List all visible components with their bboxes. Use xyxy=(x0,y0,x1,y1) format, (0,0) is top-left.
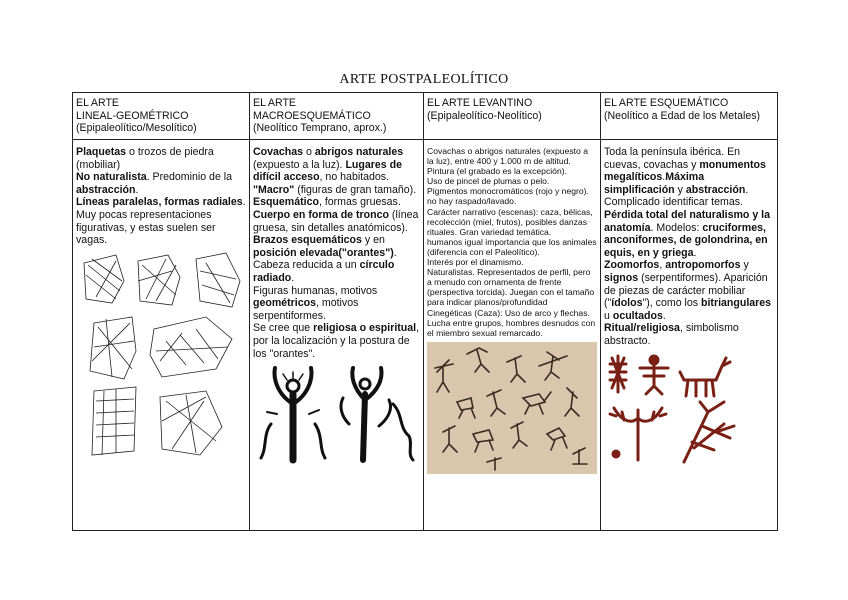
cell-text xyxy=(604,146,774,348)
text-segment: Covachas o abrigos naturales (expuesto a la luz), entre 400 y 1.000 m de altitud. xyxy=(427,146,588,167)
text-segment: Plaquetas xyxy=(76,146,127,158)
text-segment: o trozos de piedra (mobiliar) xyxy=(76,146,214,171)
text-segment: . xyxy=(693,246,697,259)
cell-text xyxy=(427,146,597,338)
cell-macroesquematico xyxy=(250,140,424,531)
text-segment: Naturalistas. Representados de perfil, pero a menudo con ornamenta de frente (perspectiva torcida). Juegan con el tamaño para indicar planos/profundidad xyxy=(427,267,595,308)
header-period: (Epipaleolítico-Neolítico) xyxy=(427,109,542,122)
text-segment: Máxima simplificación xyxy=(604,171,705,196)
text-segment: monumentos megalíticos xyxy=(604,158,766,184)
text-segment: bitriangulares xyxy=(701,297,772,310)
text-segment: Zoomorfos xyxy=(604,259,660,272)
text-segment: , por la localización y la postura de los "orantes". xyxy=(253,322,420,360)
text-segment: . xyxy=(135,183,139,196)
text-segment: , xyxy=(659,259,666,272)
header-macroesquematico xyxy=(250,93,424,140)
text-segment: o xyxy=(303,146,315,158)
text-segment: Covachas xyxy=(253,146,304,158)
text-segment: Interés por el dinamismo. xyxy=(427,257,524,268)
header-period: (Neolítico a Edad de los Metales) xyxy=(604,109,761,122)
text-segment: (figuras de gran tamaño). xyxy=(294,183,417,196)
text-segment: Esquemático xyxy=(253,196,319,209)
text-segment: geométricos xyxy=(253,297,316,310)
text-segment: abstracción xyxy=(685,183,746,196)
header-line: EL ARTE xyxy=(76,97,119,109)
schematic-symbols-image xyxy=(604,352,774,464)
text-segment: y xyxy=(740,259,749,272)
header-line: EL ARTE xyxy=(253,97,296,109)
header-esquematico xyxy=(601,93,778,140)
text-segment: religiosa o espiritual xyxy=(313,322,417,335)
header-line: MACROESQUEMÁTICO xyxy=(253,109,371,122)
text-segment: Cinegéticas (Caza): Uso de arco y flechas. Lucha entre grupos, hombres desnudos con el miembro sexual remarcado. xyxy=(427,307,596,338)
text-segment: . xyxy=(662,309,666,322)
text-segment: Carácter narrativo (escenas): caza, bélicas, recolección (miel, frutos), posibles danzas rituales. Gran variedad temática. xyxy=(427,206,593,237)
header-lineal-geometrico xyxy=(73,93,250,140)
text-segment: . Modelos: xyxy=(650,221,703,234)
text-segment: . xyxy=(662,171,666,184)
header-period: (Epipaleolítico/Mesolítico) xyxy=(76,122,197,135)
header-line: EL ARTE LEVANTINO xyxy=(427,97,533,109)
text-segment: . Predominio de la xyxy=(146,171,233,184)
header-line: EL ARTE ESQUEMÁTICO xyxy=(604,97,729,109)
cell-levantino xyxy=(424,140,601,531)
text-segment: signos xyxy=(604,271,639,284)
text-segment: (línea gruesa, sin detalles anatómicos). xyxy=(253,208,419,234)
text-segment: (serpentiformes). Aparición de piezas de carácter mobiliar (" xyxy=(604,271,768,310)
text-segment: Uso de pincel de plumas o pelo. xyxy=(427,176,550,187)
text-segment: Figuras humanas, motivos xyxy=(253,284,378,297)
text-segment: , simbolismo abstracto. xyxy=(604,322,739,347)
text-segment: cruciformes, anconiformes, de golondrina, en equis, en y griega xyxy=(604,221,768,259)
text-segment: "Macro" xyxy=(253,183,295,196)
text-segment: Lugares de difícil acceso xyxy=(253,158,402,184)
text-segment: Brazos esquemáticos xyxy=(253,234,362,247)
text-segment: círculo radiado xyxy=(253,259,395,284)
text-segment: , formas gruesas. xyxy=(318,196,401,209)
text-segment: antropomorfos xyxy=(665,259,741,272)
text-segment: (expuesto a la luz). xyxy=(253,158,346,171)
cell-lineal-geometrico xyxy=(73,140,250,531)
text-segment: u xyxy=(604,309,613,322)
cell-esquematico xyxy=(601,140,778,531)
text-segment: No naturalista xyxy=(76,171,147,184)
cell-text xyxy=(253,146,420,360)
cell-text xyxy=(76,146,246,247)
text-segment: Pintura (el grabado es la excepción). xyxy=(427,166,567,177)
text-segment: , motivos serpentiformes. xyxy=(253,297,359,322)
text-segment: . xyxy=(291,271,295,284)
text-segment: . Muy pocas representaciones figurativas, y estas suelen ser vagas. xyxy=(76,196,246,247)
text-segment: . Complicado identificar temas. xyxy=(604,183,749,209)
text-segment: y xyxy=(674,183,686,196)
text-segment: Líneas paralelas, formas radiales xyxy=(76,196,243,209)
text-segment: . Cabeza reducida a un xyxy=(253,246,397,272)
page-title: ARTE POSTPALEOLÍTICO xyxy=(339,72,509,87)
orantes-figures-image xyxy=(253,364,420,464)
content-row xyxy=(73,140,778,531)
header-row xyxy=(73,93,778,140)
text-segment: Pigmentos monocromáticos (rojo y negro). no hay raspado/lavado. xyxy=(427,186,589,207)
text-segment: Cuerpo en forma de tronco xyxy=(253,208,389,221)
text-segment: Se cree que xyxy=(253,322,314,335)
header-period: (Neolítico Temprano, aprox.) xyxy=(253,122,387,135)
text-segment: Pérdida total del naturalismo y la anatomía xyxy=(604,208,771,234)
text-segment: Toda la península ibérica. En cuevas, covachas y xyxy=(604,146,741,171)
text-segment: "), como los xyxy=(642,297,702,310)
art-comparison-table xyxy=(72,92,778,531)
text-segment: Ritual/religiosa xyxy=(604,322,680,335)
header-line: LINEAL-GEOMÉTRICO xyxy=(76,109,189,122)
text-segment: , no habitados. xyxy=(319,171,390,184)
text-segment: abstracción xyxy=(76,183,136,196)
text-segment: abrigos naturales xyxy=(314,146,404,158)
engraved-plaquettes-image xyxy=(76,251,246,461)
hunting-scene-image xyxy=(427,342,597,474)
text-segment: posición elevada("orantes") xyxy=(253,246,394,259)
header-levantino xyxy=(424,93,601,140)
text-segment: ocultados xyxy=(612,309,663,322)
text-segment: y en xyxy=(361,234,385,247)
text-segment: ídolos xyxy=(611,297,643,310)
text-segment: humanos igual importancia que los animales (diferencia con el Paleolítico). xyxy=(427,236,597,257)
